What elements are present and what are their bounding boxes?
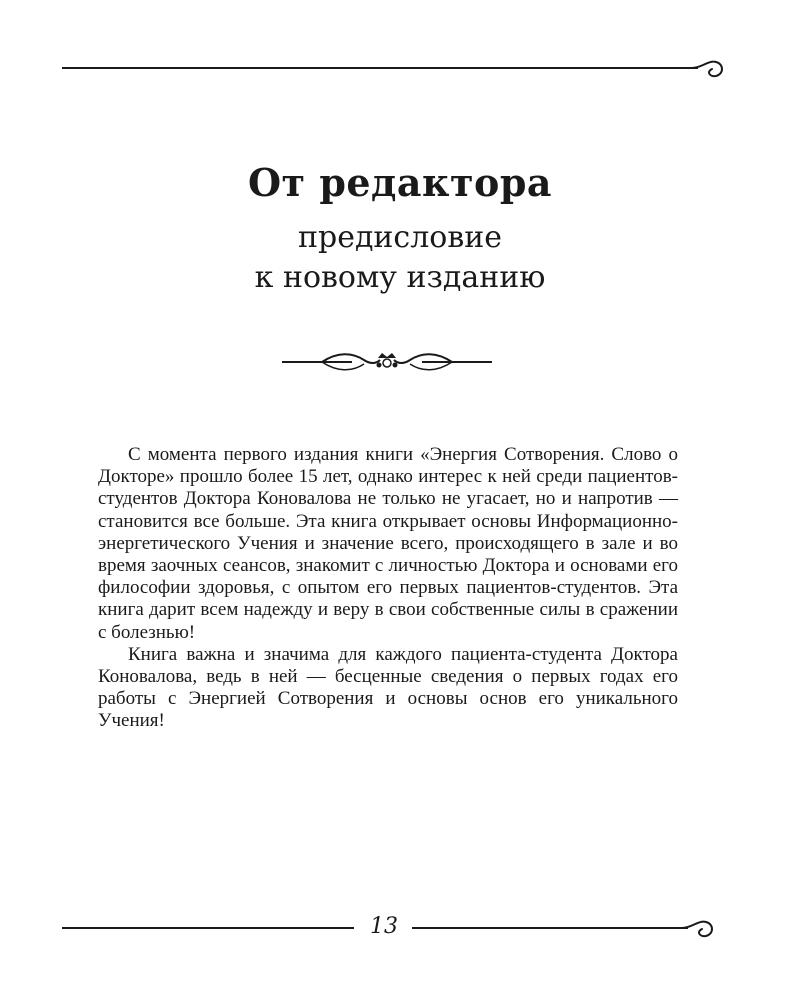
- page-number: 13: [360, 912, 408, 942]
- body-text: [98, 444, 678, 733]
- page-title: От редактора: [247, 160, 553, 205]
- page-subtitle: [0, 218, 800, 298]
- subtitle-line-2: к новому изданию: [254, 260, 546, 295]
- subtitle-line-1: предисловие: [298, 220, 502, 255]
- top-decorative-rule-icon: [62, 56, 726, 84]
- paragraph-1: С момента первого издания книги «Энергия Сотворения. Слово о Докторе» прошло более 15 лет, однако интерес к ней среди пациентов-студентов Доктора Коновалова не только не угасает, но и напротив — становится все больше. Эта книга открывает основы Информационно-энергетического Учения и значение всего, происходящего в зале и во время заочных сеансов, знакомит с личностью Доктора и основами его философии здоровья, с опытом его первых пациентов-студентов. Эта книга дарит всем надежду и веру в свои собственные силы в сражении с болезнью!: [98, 444, 678, 643]
- paragraph-2: Книга важна и значима для каждого пациента-студента Доктора Коновалова, ведь в ней — бесценные сведения о первых годах его работы с Энергией Сотворения и основы основ его уникального Учения!: [98, 643, 678, 732]
- ornament-divider-icon: [282, 348, 492, 376]
